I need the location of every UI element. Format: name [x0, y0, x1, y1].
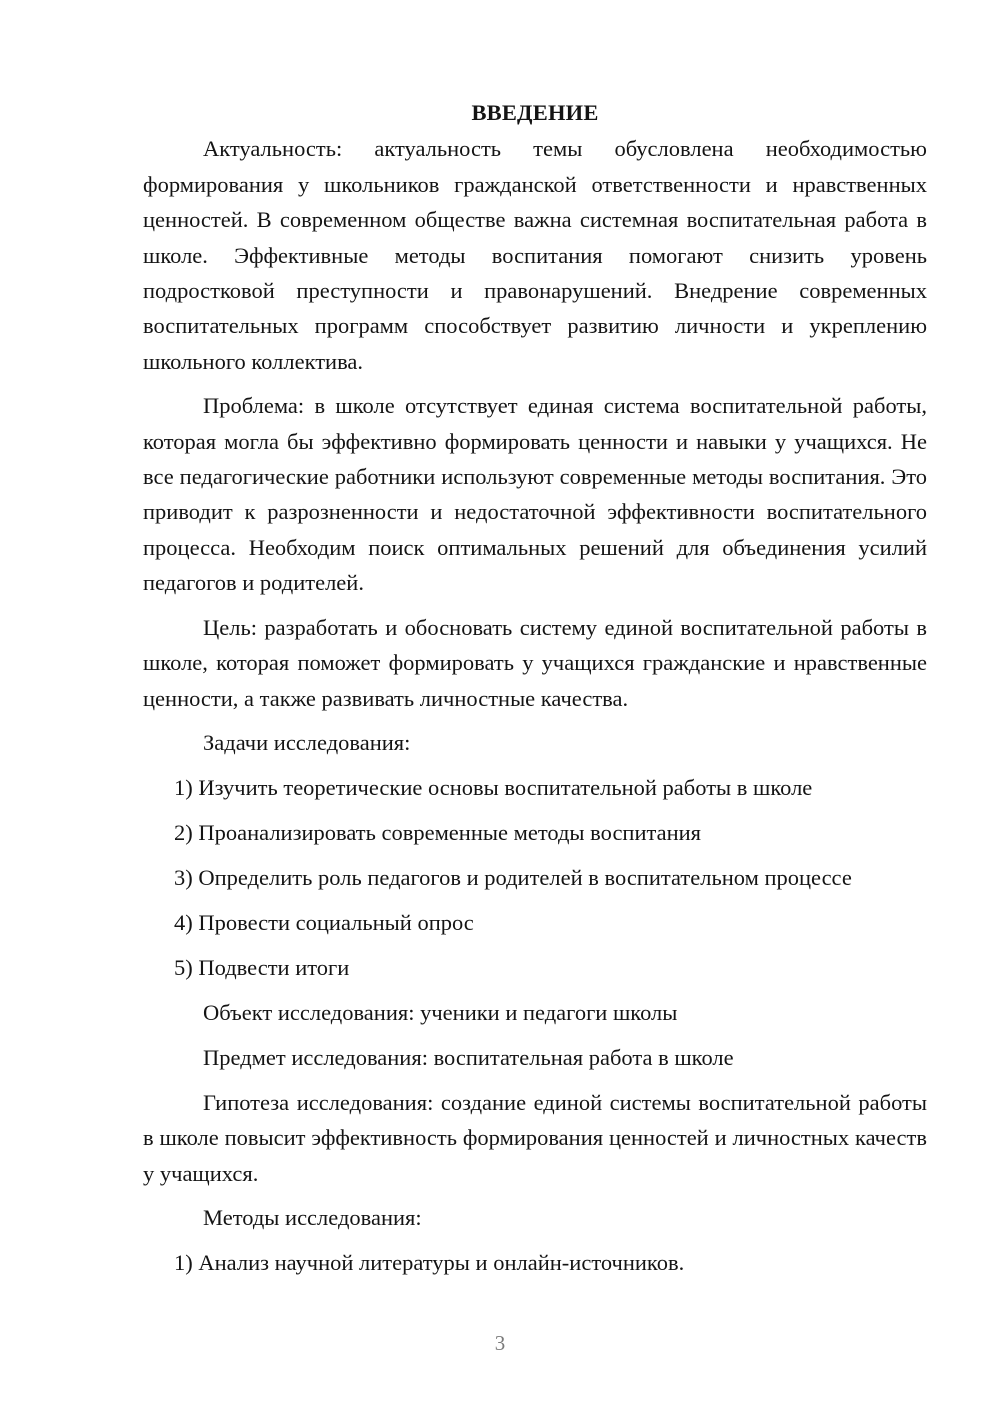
task-item: 3) Определить роль педагогов и родителей в воспитательном процессе	[174, 864, 852, 890]
research-object: Объект исследования: ученики и педагоги школы	[203, 999, 678, 1025]
method-item: 1) Анализ научной литературы и онлайн-источников.	[174, 1250, 685, 1276]
hypothesis-paragraph: Гипотеза исследования: создание единой системы воспитательной работы в школе повысит эффективность формирования ценностей и личностных качеств у учащихся.	[143, 1089, 927, 1186]
goal-paragraph: Цель: разработать и обосновать систему единой воспитательной работы в школе, которая поможет формировать у учащихся гражданские и нравственные ценности, а также развивать личностные качества.	[143, 614, 927, 711]
research-subject: Предмет исследования: воспитательная работа в школе	[203, 1044, 734, 1070]
task-item: 5) Подвести итоги	[174, 954, 350, 980]
methods-heading: Методы исследования:	[203, 1205, 422, 1231]
tasks-heading: Задачи исследования:	[203, 729, 411, 755]
document-body	[143, 95, 927, 1290]
page-title: ВВЕДЕНИЕ	[471, 100, 599, 125]
task-item: 2) Проанализировать современные методы воспитания	[174, 819, 702, 845]
task-item: 4) Провести социальный опрос	[174, 909, 474, 935]
problem-paragraph: Проблема: в школе отсутствует единая система воспитательной работы, которая могла бы эффективно формировать ценности и навыки у учащихся. Не все педагогические работники используют современные методы воспитания. Это приводит к разрозненности и недостаточной эффективности воспитательного процесса. Необходим поиск оптимальных решений для объединения усилий педагогов и родителей.	[143, 393, 927, 596]
page-number: 3	[494, 1331, 506, 1355]
task-item: 1) Изучить теоретические основы воспитательной работы в школе	[174, 774, 813, 800]
relevance-paragraph: Актуальность: актуальность темы обусловлена необходимостью формирования у школьников гражданской ответственности и нравственных ценностей. В современном обществе важна системная воспитательная работа в школе. Эффективные методы воспитания помогают снизить уровень подростковой преступности и правонарушений. Внедрение современных воспитательных программ способствует развитию личности и укреплению школьного коллектива.	[143, 136, 927, 374]
